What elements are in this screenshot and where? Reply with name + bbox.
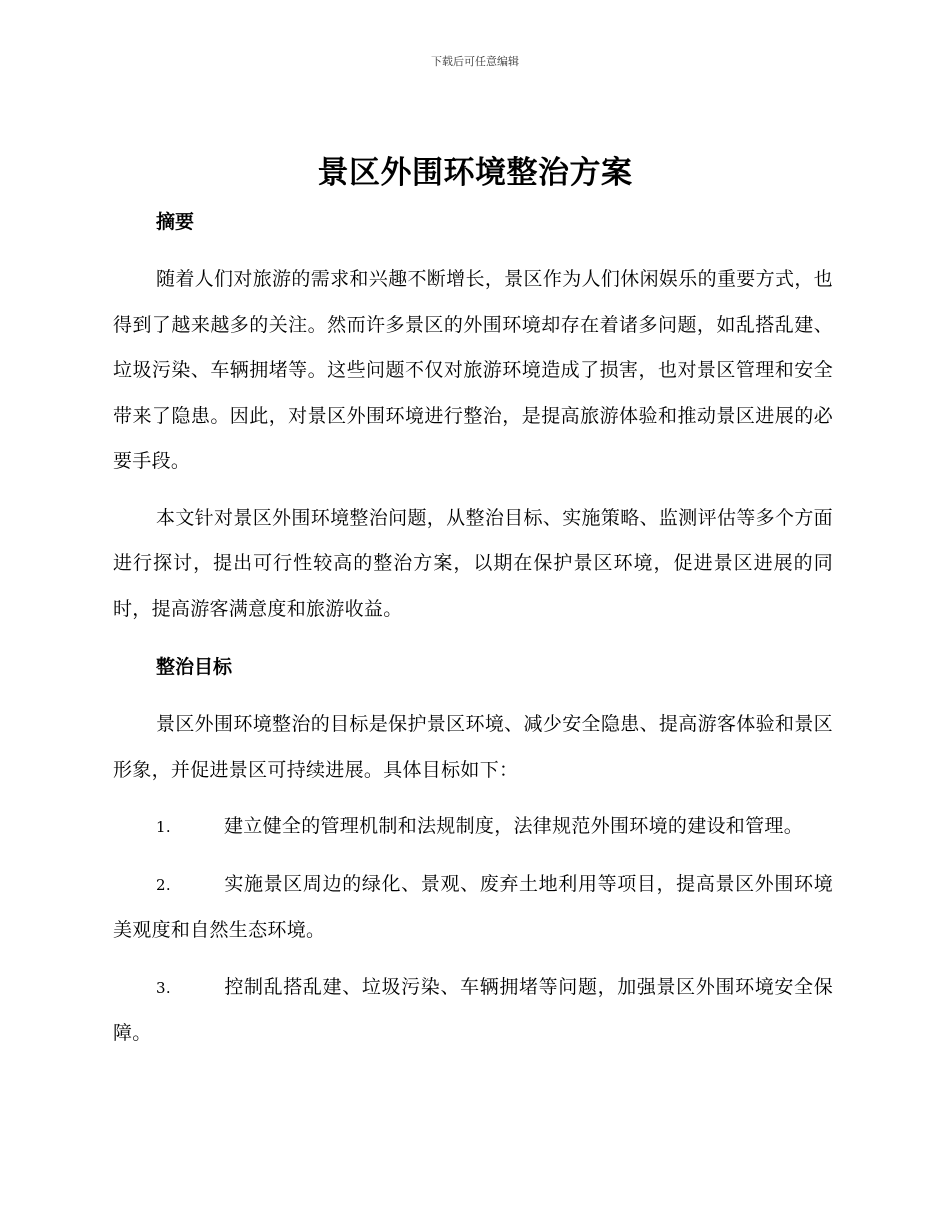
abstract-paragraph-1: 随着人们对旅游的需求和兴趣不断增长，景区作为人们休闲娱乐的重要方式，也得到了越来越多的关注。然而许多景区的外围环境却存在着诸多问题，如乱搭乱建、垃圾污染、车辆拥堵等。这些问题不仅对旅游环境造成了损害，也对景区管理和安全带来了隐患。因此，对景区外围环境进行整治，是提高旅游体验和推动景区进展的必要手段。 <box>113 268 833 472</box>
document-title: 景区外围环境整治方案 <box>317 155 633 191</box>
abstract-paragraph-2: 本文针对景区外围环境整治问题，从整治目标、实施策略、监测评估等多个方面进行探讨，提出可行性较高的整治方案，以期在保护景区环境，促进景区进展的同时，提高游客满意度和旅游收益。 <box>113 506 833 620</box>
goal-item-number: 3. <box>156 978 171 997</box>
goal-item-number: 2. <box>156 875 171 894</box>
goal-item-text: 控制乱搭乱建、垃圾污染、车辆拥堵等问题，加强景区外围环境安全保障。 <box>113 975 833 1044</box>
document-body <box>113 199 833 1057</box>
goals-heading: 整治目标 <box>156 656 233 678</box>
goal-item-2 <box>113 862 833 954</box>
goal-item-3 <box>113 965 833 1057</box>
goal-item-text: 实施景区周边的绿化、景观、废弃土地利用等项目，提高景区外围环境美观度和自然生态环境。 <box>113 872 833 941</box>
goals-intro: 景区外围环境整治的目标是保护景区环境、减少安全隐患、提高游客体验和景区形象，并促进景区可持续进展。具体目标如下： <box>113 713 833 781</box>
goal-item-number: 1. <box>156 818 171 836</box>
goal-item-1 <box>113 804 833 851</box>
header-note: 下载后可任意编辑 <box>431 55 519 68</box>
abstract-heading: 摘要 <box>156 211 195 233</box>
goal-item-text: 建立健全的管理机制和法规制度，法律规范外围环境的建设和管理。 <box>224 815 804 837</box>
